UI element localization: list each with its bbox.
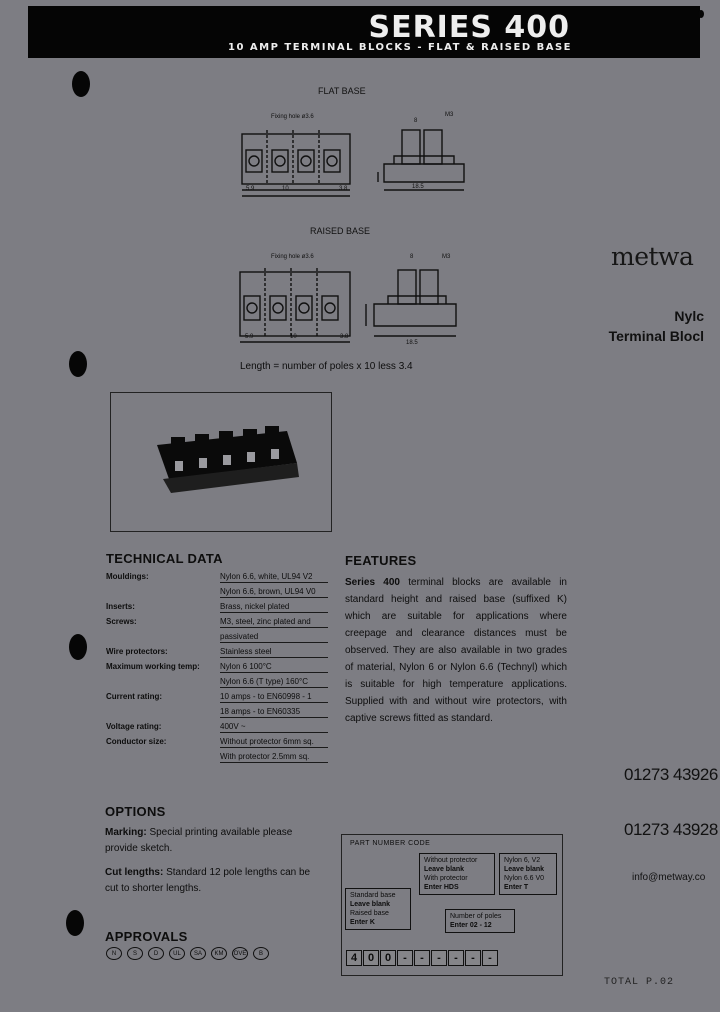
fixing-hole-label-raised: Fixing hole ø3.6 bbox=[271, 254, 314, 260]
approval-mark-icon: SA bbox=[190, 947, 206, 960]
tech-key: Voltage rating: bbox=[106, 722, 162, 731]
dim-m3: M3 bbox=[445, 112, 454, 118]
tech-row bbox=[106, 662, 328, 677]
marking-label: Marking: bbox=[105, 827, 147, 838]
tech-key: Current rating: bbox=[106, 692, 162, 701]
code-cell: 0 bbox=[363, 950, 379, 966]
dim-8-raised: 8 bbox=[410, 254, 414, 260]
tech-row bbox=[106, 737, 328, 752]
pn-text: Enter 02 - 12 bbox=[450, 922, 492, 929]
tech-value: Nylon 6.6 (T type) 160°C bbox=[220, 677, 328, 688]
tech-value: M3, steel, zinc plated and bbox=[220, 617, 328, 628]
dim-5-9-raised: 5.9 bbox=[245, 334, 254, 340]
approval-mark-icon: OVE bbox=[232, 947, 248, 960]
pn-text: Leave blank bbox=[424, 866, 465, 873]
cut-text: Standard 12 pole lengths can be cut to shorter lengths. bbox=[105, 867, 311, 894]
approval-mark-icon: KM bbox=[211, 947, 227, 960]
code-cell: 4 bbox=[346, 950, 362, 966]
punch-hole bbox=[69, 351, 87, 377]
technical-data-title: TECHNICAL DATA bbox=[106, 551, 223, 566]
poles-option-box bbox=[445, 909, 515, 933]
dim-10: 10 bbox=[282, 186, 289, 192]
punch-hole bbox=[698, 10, 704, 18]
approval-mark-icon: B bbox=[253, 947, 269, 960]
dim-8: 8 bbox=[414, 118, 418, 124]
tech-value: 10 amps - to EN60998 - 1 bbox=[220, 692, 328, 703]
fixing-hole-label: Fixing hole ø3.6 bbox=[271, 114, 314, 120]
code-cell: - bbox=[482, 950, 498, 966]
tech-value: Nylon 6.6, brown, UL94 V0 bbox=[220, 587, 328, 598]
code-cell: - bbox=[431, 950, 447, 966]
approval-mark-icon: D bbox=[148, 947, 164, 960]
length-note: Length = number of poles x 10 less 3.4 bbox=[240, 361, 413, 372]
tech-value: 400V ~ bbox=[220, 722, 328, 733]
cut-lengths-option bbox=[105, 865, 320, 897]
protector-option-box bbox=[419, 853, 495, 895]
raised-base-side-drawing bbox=[360, 260, 470, 350]
features-title: FEATURES bbox=[345, 553, 417, 568]
material-option-box bbox=[499, 853, 557, 895]
features-lead: Series 400 bbox=[345, 577, 400, 588]
pn-text: Leave blank bbox=[350, 901, 391, 908]
tech-row bbox=[106, 617, 328, 632]
pn-text: Leave blank bbox=[504, 866, 545, 873]
marking-option bbox=[105, 825, 320, 857]
features-body: terminal blocks are available in standard height and raised base (suffixed K) which are suitable for applications where creepage and clearance distances must be observed. They are also available in two grades of material, Nylon 6 or Nylon 6.6 (Technyl) which is suitable for high temperature applications. Supplied with and without wire protectors, with captive screws fitted as standard. bbox=[345, 577, 567, 724]
punch-hole bbox=[72, 71, 90, 97]
tech-value: Brass, nickel plated bbox=[220, 602, 328, 613]
pn-text: Enter HDS bbox=[424, 884, 459, 891]
tech-row bbox=[106, 602, 328, 617]
options-title: OPTIONS bbox=[105, 804, 166, 819]
tech-value: 18 amps - to EN60335 bbox=[220, 707, 328, 718]
tech-value: With protector 2.5mm sq. bbox=[220, 752, 328, 763]
pn-text: Raised base bbox=[350, 910, 389, 917]
tech-row bbox=[106, 722, 328, 737]
header-banner bbox=[28, 6, 700, 58]
brand-logo: metwa bbox=[611, 242, 694, 271]
part-number-title: PART NUMBER CODE bbox=[350, 840, 431, 847]
tech-value: Nylon 6.6, white, UL94 V2 bbox=[220, 572, 328, 583]
tech-row bbox=[106, 632, 328, 647]
part-number-code bbox=[346, 950, 499, 966]
flat-base-top-drawing bbox=[236, 124, 366, 204]
pn-text: Nylon 6.6 V0 bbox=[504, 875, 545, 882]
dim-m3-raised: M3 bbox=[442, 254, 451, 260]
phone-number-1: 01273 43926 bbox=[624, 765, 718, 784]
tech-row bbox=[106, 647, 328, 662]
pn-text: Without protector bbox=[424, 857, 478, 864]
series-subtitle: 10 AMP TERMINAL BLOCKS - FLAT & RAISED BASE bbox=[228, 42, 572, 53]
code-cell: 0 bbox=[380, 950, 396, 966]
tech-row bbox=[106, 707, 328, 722]
tech-value: Without protector 6mm sq. bbox=[220, 737, 328, 748]
cut-label: Cut lengths: bbox=[105, 867, 164, 878]
pn-text: Enter T bbox=[504, 884, 529, 891]
punch-hole bbox=[66, 910, 84, 936]
code-cell: - bbox=[465, 950, 481, 966]
tech-key: Mouldings: bbox=[106, 572, 149, 581]
pn-text: Number of poles bbox=[450, 913, 502, 920]
pn-text: With protector bbox=[424, 875, 468, 882]
tech-key: Wire protectors: bbox=[106, 647, 168, 656]
punch-hole bbox=[69, 634, 87, 660]
approval-mark-icon: UL bbox=[169, 947, 185, 960]
code-cell: - bbox=[414, 950, 430, 966]
dim-3-8: 3.8 bbox=[339, 186, 348, 192]
tech-row bbox=[106, 692, 328, 707]
approval-marks bbox=[106, 947, 269, 960]
series-title: SERIES 400 bbox=[368, 10, 570, 45]
base-option-box bbox=[345, 888, 411, 930]
pn-text: Enter K bbox=[350, 919, 375, 926]
email-address: info@metway.co bbox=[632, 872, 706, 883]
phone-number-2: 01273 43928 bbox=[624, 820, 718, 839]
tech-value: passivated bbox=[220, 632, 328, 643]
dim-5-9: 5.9 bbox=[246, 186, 255, 192]
pn-text: Nylon 6, V2 bbox=[504, 857, 541, 864]
tech-key: Maximum working temp: bbox=[106, 662, 200, 671]
raised-base-label: RAISED BASE bbox=[310, 226, 371, 236]
flat-base-label: FLAT BASE bbox=[318, 86, 366, 96]
tech-key: Screws: bbox=[106, 617, 137, 626]
code-cell: - bbox=[448, 950, 464, 966]
tech-row bbox=[106, 587, 328, 602]
tech-value: Stainless steel bbox=[220, 647, 328, 658]
tech-key: Conductor size: bbox=[106, 737, 167, 746]
tech-value: Nylon 6 100°C bbox=[220, 662, 328, 673]
dim-10-raised: 10 bbox=[290, 334, 297, 340]
fax-total-pages: TOTAL P.02 bbox=[604, 977, 675, 988]
tech-key: Inserts: bbox=[106, 602, 135, 611]
approval-mark-icon: S bbox=[127, 947, 143, 960]
technical-data-table bbox=[106, 572, 328, 767]
dim-18-5: 18.5 bbox=[412, 184, 424, 190]
side-heading-2: Terminal Blocl bbox=[608, 328, 704, 344]
side-heading-1: Nylc bbox=[674, 308, 704, 324]
tech-row bbox=[106, 677, 328, 692]
approval-mark-icon: N bbox=[106, 947, 122, 960]
dim-18-5-raised: 18.5 bbox=[406, 340, 418, 346]
tech-row bbox=[106, 752, 328, 767]
approvals-title: APPROVALS bbox=[105, 929, 188, 944]
product-photo bbox=[110, 392, 332, 532]
tech-row bbox=[106, 572, 328, 587]
pn-text: Standard base bbox=[350, 892, 396, 899]
features-paragraph bbox=[345, 574, 567, 727]
dim-3-8-raised: 3.8 bbox=[340, 334, 349, 340]
flat-base-side-drawing bbox=[374, 120, 474, 200]
code-cell: - bbox=[397, 950, 413, 966]
marking-text: Special printing available please provide sketch. bbox=[105, 827, 293, 854]
